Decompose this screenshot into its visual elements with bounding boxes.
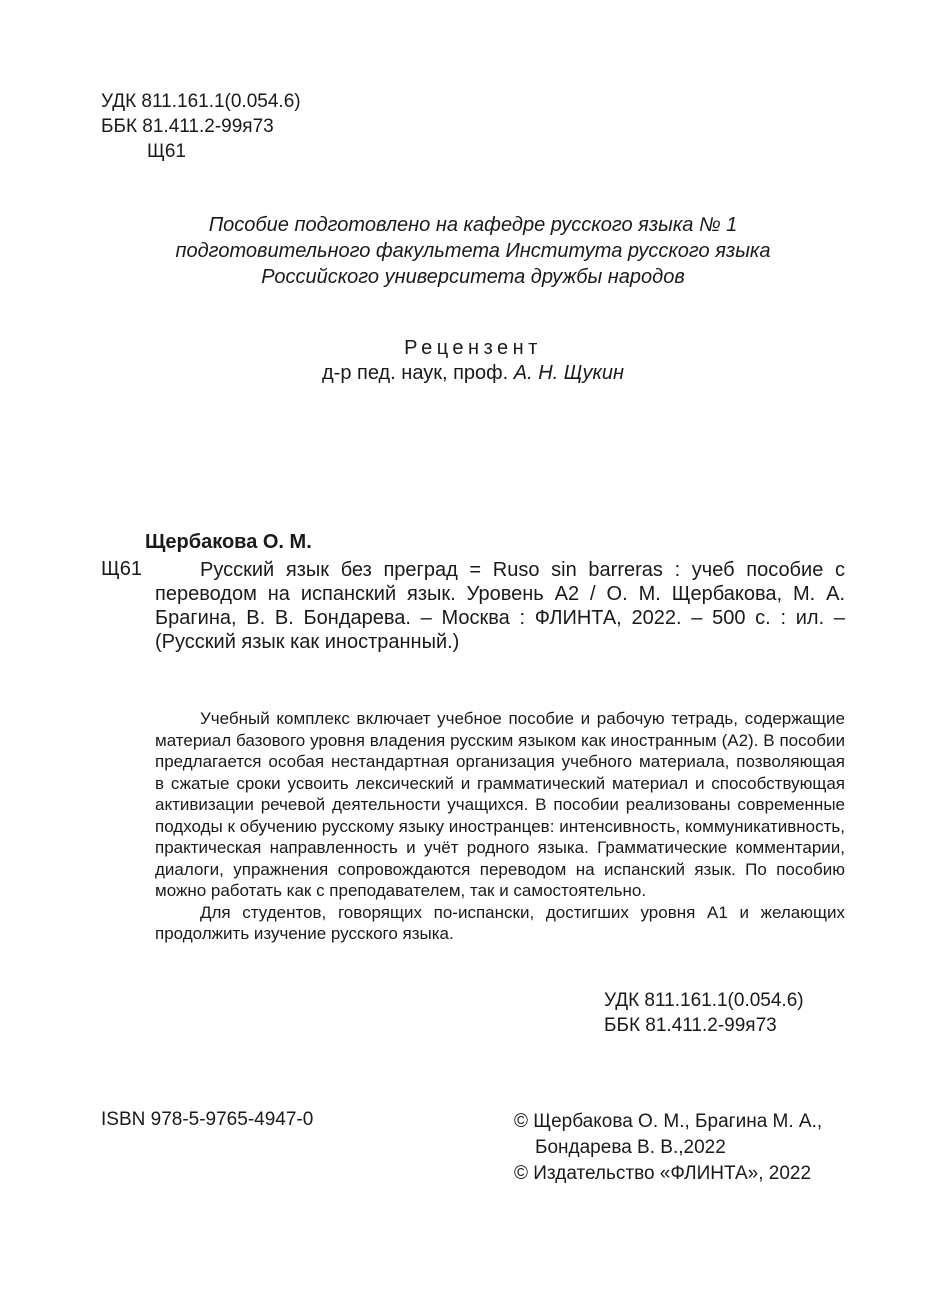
record-author: Щербакова О. М. [145, 531, 312, 553]
copyright-authors: © Щербакова О. М., Брагина М. А., [514, 1111, 823, 1132]
annotation-paragraph: Для студентов, говорящих по-испански, достигших уровня А1 и желающих продолжить изучение русского языка. [155, 902, 845, 943]
copyright-block [514, 1109, 822, 1187]
copyright-authors-cont: Бондарева В. В.,2022 [535, 1137, 726, 1158]
udk-code: УДК 811.161.1(0.054.6) [101, 91, 301, 112]
bbk-code: ББК 81.411.2-99я73 [101, 116, 274, 137]
preparation-note-line: подготовительного факультета Института русского языка [175, 240, 771, 262]
classification-codes-top [101, 89, 301, 164]
preparation-note-line: Российского университета дружбы народов [261, 266, 685, 288]
author-cipher: Щ61 [147, 141, 186, 162]
annotation-paragraph: Учебный комплекс включает учебное пособие и рабочую тетрадь, содержащие материал базового уровня владения русским языком как иностранным (А2). В пособии предлагается особая нестандартная организация учебного материала, позволяющая в сжатые сроки усвоить лексический и грамматический материал и способствующая активизации речевой деятельности учащихся. В пособии реализованы современные подходы к обучению русскому языку иностранцев: интенсивность, коммуникативность, практическая направленность и учёт родного языка. Грамматические комментарии, диалоги, упражнения сопровождаются переводом на испанский язык. По пособию можно работать как с преподавателем, так и самостоятельно. [155, 709, 845, 900]
record-cipher: Щ61 [101, 558, 142, 580]
bbk-code: ББК 81.411.2-99я73 [604, 1015, 777, 1036]
reviewer-degree: д-р пед. наук, проф. [321, 362, 509, 384]
classification-codes-bottom [604, 988, 804, 1038]
reviewer-name: А. Н. Щукин [513, 362, 625, 384]
reviewer-line [0, 362, 946, 385]
preparation-note-line: Пособие подготовлено на кафедре русского языка № 1 [208, 214, 738, 236]
annotation [155, 708, 845, 945]
preparation-note [0, 212, 946, 290]
reviewer-heading: Рецензент [404, 337, 542, 359]
copyright-publisher: © Издательство «ФЛИНТА», 2022 [514, 1163, 812, 1184]
isbn: ISBN 978-5-9765-4947-0 [101, 1109, 314, 1130]
udk-code: УДК 811.161.1(0.054.6) [604, 990, 804, 1011]
record-description: Русский язык без преград = Ruso sin barreras : учеб пособие с переводом на испанский язык. Уровень А2 / О. М. Щербакова, М. А. Брагина, В. В. Бондарева. – Москва : ФЛИНТА, 2022. – 500 с. : ил. – (Русский язык как иностранный.) [155, 559, 845, 653]
